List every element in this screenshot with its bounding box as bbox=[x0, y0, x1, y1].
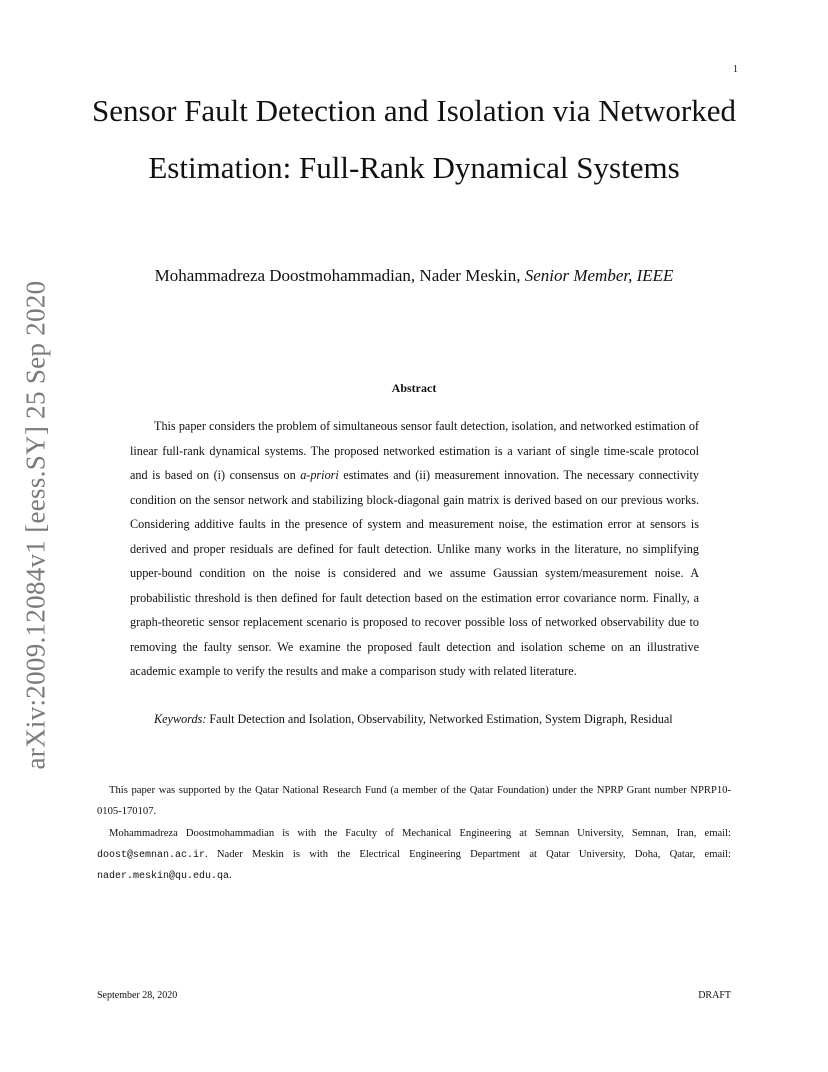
affiliation-text-part1: Mohammadreza Doostmohammadian is with the Faculty of Mechanical Engineering at Semnan University, Semnan, Iran, email: bbox=[109, 828, 731, 839]
abstract-text-part2: estimates and (ii) measurement innovation. The necessary connectivity condition on the sensor network and stabilizing block-diagonal gain matrix is derived based on our previous works. Considering additive faults in the presence of system and measurement noise, the estimation error at sensors is derived and proper residuals are defined for fault detection. Unlike many works in the literature, no simplifying upper-bound condition on the noise is considered and we assume Gaussian system/measurement noise. A probabilistic threshold is then defined for fault detection based on the estimation error covariance norm. Finally, a graph-theoretic sensor replacement scenario is proposed to recover possible loss of networked observability due to removing the faulty sensor. We examine the proposed fault detection and isolation scheme on an illustrative academic example to verify the results and make a comparison study with related literature. bbox=[130, 468, 700, 678]
keywords bbox=[130, 707, 699, 732]
affiliation-text-part3: . bbox=[229, 870, 232, 881]
affiliation-footnote bbox=[97, 824, 731, 888]
footer-date: September 28, 2020 bbox=[97, 990, 178, 1001]
keywords-label: Keywords: bbox=[154, 712, 207, 726]
keywords-text: Fault Detection and Isolation, Observability, Networked Estimation, System Digraph, Residual bbox=[206, 712, 673, 726]
author-names: Mohammadreza Doostmohammadian, Nader Meskin, bbox=[154, 266, 525, 285]
email-link-meskin[interactable]: nader.meskin@qu.edu.qa bbox=[97, 871, 230, 882]
author-membership: Senior Member, IEEE bbox=[524, 266, 674, 285]
page-number: 1 bbox=[733, 64, 738, 75]
author-line bbox=[90, 266, 738, 286]
affiliation-text-part2: . Nader Meskin is with the Electrical Engineering Department at Qatar University, Doha, Qatar, email: bbox=[205, 848, 731, 860]
abstract-text bbox=[130, 414, 699, 684]
arxiv-stamp: arXiv:2009.12084v1 [eess.SY] 25 Sep 2020 bbox=[20, 280, 51, 770]
paper-title: Sensor Fault Detection and Isolation via Networked Estimation: Full-Rank Dynamical Systems bbox=[92, 93, 736, 185]
footer-draft-label: DRAFT bbox=[698, 990, 731, 1001]
abstract-emphasis: a-priori bbox=[300, 468, 339, 482]
abstract-heading: Abstract bbox=[391, 381, 437, 395]
funding-footnote: This paper was supported by the Qatar National Research Fund (a member of the Qatar Foundation) under the NPRP Grant number NPRP10-0105-170107. bbox=[97, 785, 731, 817]
abstract-text-part1: This paper considers the problem of simultaneous sensor fault detection, isolation, and networked estimation of linear full-rank dynamical systems. The proposed networked estimation is a variant of single time-scale protocol and is based on (i) consensus on bbox=[130, 419, 699, 482]
email-link-doostmohammadian[interactable]: doost@semnan.ac.ir bbox=[97, 849, 206, 861]
